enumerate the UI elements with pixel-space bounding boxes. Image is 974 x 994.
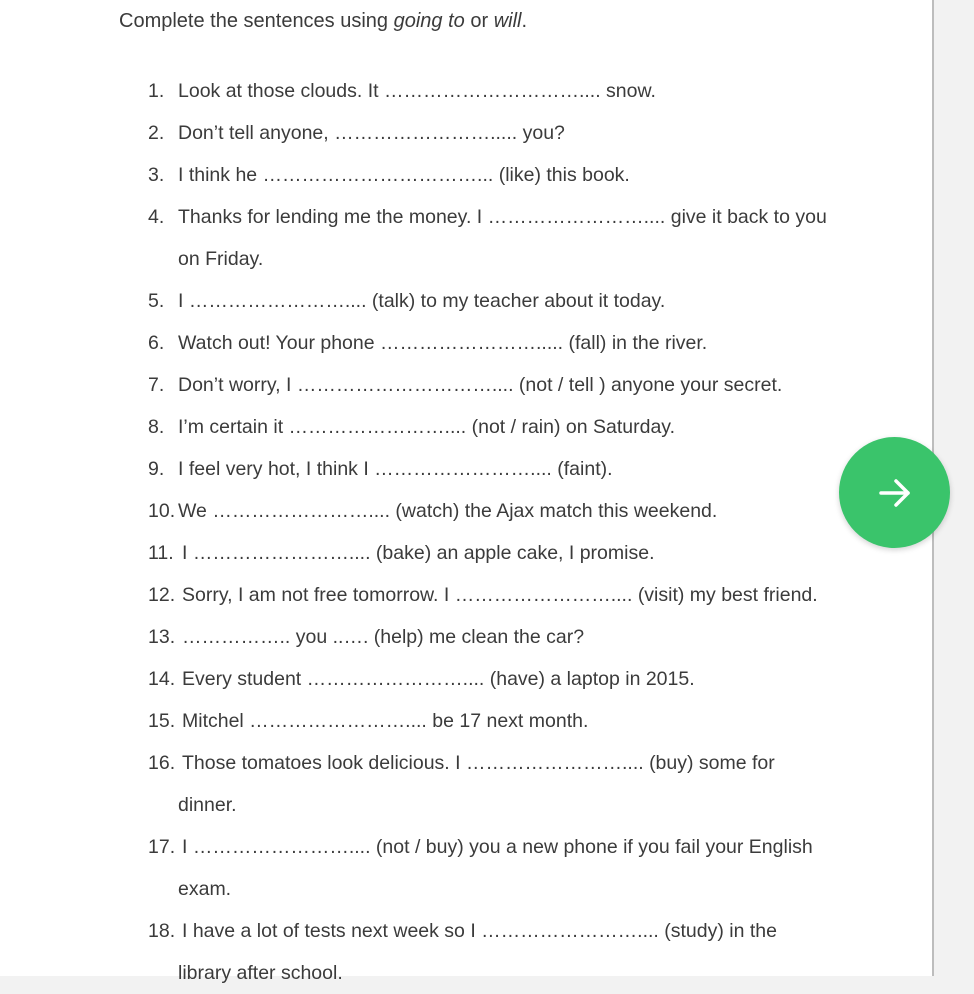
instruction-text: Complete the sentences using going to or will. [119, 10, 528, 32]
exercise-item-17: 17. I …………………….... (not / buy) you a new phone if you fail your English exam. [148, 836, 813, 900]
exercise-item-13: 13. …………….. you ..…. (help) me clean the car? [148, 626, 585, 648]
next-page-button[interactable] [839, 437, 950, 548]
exercise-item-10: 10. We …………………….... (watch) the Ajax match this weekend. [148, 500, 718, 522]
exercise-item-9: 9. I feel very hot, I think I …………………….... (faint). [148, 458, 613, 480]
exercise-list [148, 70, 908, 994]
exercise-item-6: 6. Watch out! Your phone ……………………..... (fall) in the river. [148, 332, 708, 354]
exercise-item-11: 11. I …………………….... (bake) an apple cake, I promise. [148, 542, 655, 564]
exercise-item-14: 14. Every student …………………….... (have) a laptop in 2015. [148, 668, 695, 690]
exercise-item-3: 3. I think he ……………………………... (like) this book. [148, 164, 630, 186]
exercise-item-2: 2. Don’t tell anyone, ……………………..... you? [148, 122, 565, 144]
arrow-right-icon [875, 473, 915, 513]
exercise-item-16: 16. Those tomatoes look delicious. I …………………….... (buy) some for dinner. [148, 752, 775, 816]
exercise-item-5: 5. I …………………….... (talk) to my teacher about it today. [148, 290, 666, 312]
exercise-item-1: 1. Look at those clouds. It ………………………….... snow. [148, 80, 656, 102]
exercise-item-7: 7. Don’t worry, I ………………………….... (not / tell ) anyone your secret. [148, 374, 783, 396]
exercise-item-8: 8. I’m certain it …………………….... (not / rain) on Saturday. [148, 416, 676, 438]
exercise-item-12: 12. Sorry, I am not free tomorrow. I …………………….... (visit) my best friend. [148, 584, 818, 606]
exercise-item-15: 15. Mitchel …………………….... be 17 next month. [148, 710, 589, 732]
exercise-item-4: 4. Thanks for lending me the money. I …………………….... give it back to you on Friday. [148, 206, 827, 270]
exercise-item-18: 18. I have a lot of tests next week so I …………………….... (study) in the library after school. [148, 920, 777, 984]
